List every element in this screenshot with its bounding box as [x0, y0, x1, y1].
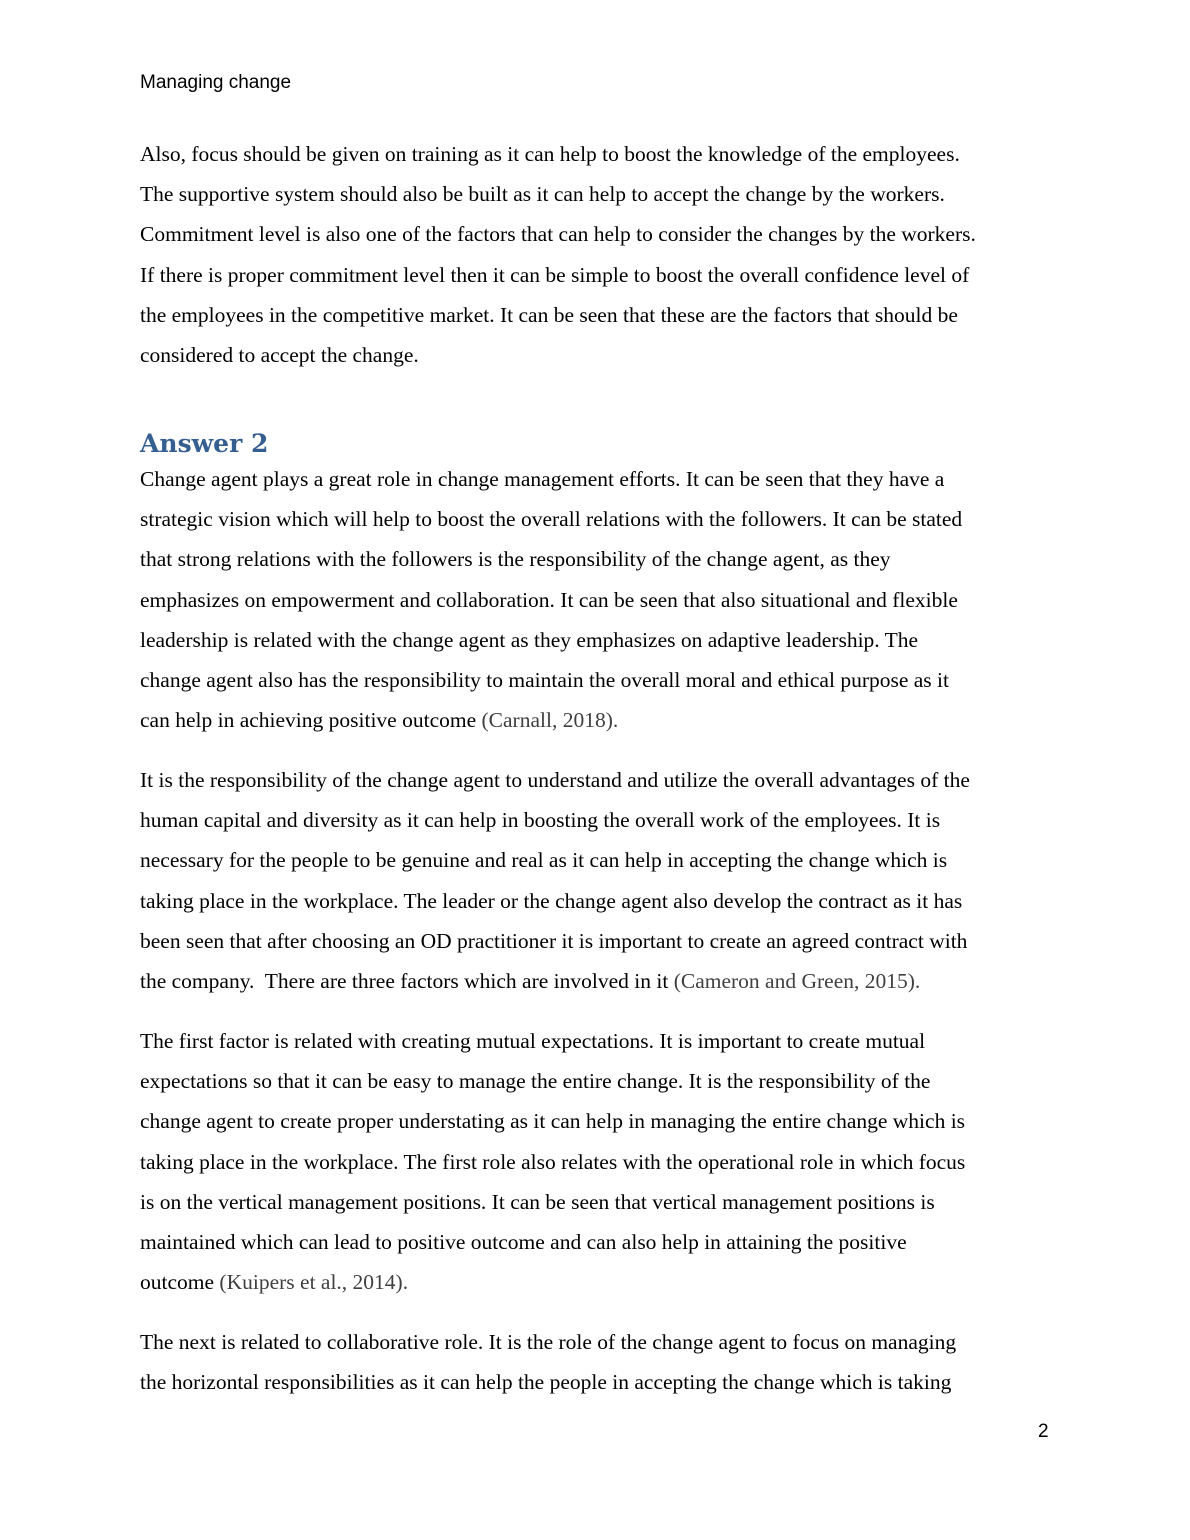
paragraph-mutual-expectations: [140, 1021, 1060, 1302]
text-line: been seen that after choosing an OD practitioner it is important to create an agreed contract with: [140, 928, 968, 953]
text-line: maintained which can lead to positive outcome and can also help in attaining the positive: [140, 1230, 907, 1255]
text-line: If there is proper commitment level then it can be simple to boost the overall confidence level of: [140, 262, 970, 287]
text-line: Also, focus should be given on training as it can help to boost the knowledge of the employees.: [140, 142, 960, 166]
text-line: Change agent plays a great role in change management efforts. It can be seen that they have a: [140, 467, 945, 491]
text-line: that strong relations with the followers is the responsibility of the change agent, as they: [140, 547, 891, 572]
text-line: considered to accept the change.: [140, 343, 419, 368]
text-line: change agent also has the responsibility to maintain the overall moral and ethical purpose as it: [140, 668, 950, 693]
paragraph-collaborative-role: [140, 1322, 1060, 1402]
text-line: outcome: [140, 1270, 220, 1295]
text-line: necessary for the people to be genuine and real as it can help in accepting the change which is: [140, 848, 948, 873]
text-line: The next is related to collaborative role. It is the role of the change agent to focus on managing: [140, 1330, 957, 1354]
text-line: strategic vision which will help to boost the overall relations with the followers. It can be stated: [140, 507, 963, 532]
paragraph-change-agent-role: [140, 459, 1060, 740]
citation: (Cameron and Green, 2015).: [673, 969, 921, 994]
page-number: 2: [1038, 1421, 1049, 1442]
text-line: Commitment level is also one of the factors that can help to consider the changes by the workers.: [140, 222, 976, 247]
paragraph-human-capital: [140, 760, 1060, 1001]
text-line: can help in achieving positive outcome: [140, 708, 482, 733]
text-line: change agent to create proper understating as it can help in managing the entire change which is: [140, 1109, 966, 1134]
intro-paragraph: [140, 134, 1060, 375]
text-line: emphasizes on empowerment and collaboration. It can be seen that also situational and flexible: [140, 587, 958, 612]
text-line: the company. There are three factors which are involved in it: [140, 969, 674, 994]
citation: (Carnall, 2018).: [481, 708, 619, 733]
text-line: The supportive system should also be built as it can help to accept the change by the workers.: [140, 182, 945, 207]
text-line: taking place in the workplace. The first role also relates with the operational role in which focus: [140, 1149, 966, 1174]
text-line: leadership is related with the change agent as they emphasizes on adaptive leadership. The: [140, 627, 919, 652]
text-line: the horizontal responsibilities as it can help the people in accepting the change which is taking: [140, 1370, 952, 1395]
text-line: It is the responsibility of the change agent to understand and utilize the overall advantages of the: [140, 768, 970, 792]
citation: (Kuipers et al., 2014).: [219, 1270, 409, 1295]
text-line: expectations so that it can be easy to manage the entire change. It is the responsibility of the: [140, 1069, 931, 1094]
text-line: is on the vertical management positions. It can be seen that vertical management positions is: [140, 1189, 935, 1214]
text-line: human capital and diversity as it can help in boosting the overall work of the employees. It is: [140, 808, 941, 833]
running-header: Managing change: [140, 72, 292, 93]
text-line: The first factor is related with creating mutual expectations. It is important to create mutual: [140, 1029, 926, 1053]
section-heading: Answer 2: [140, 429, 269, 458]
text-line: taking place in the workplace. The leader or the change agent also develop the contract as it has: [140, 888, 963, 913]
text-line: the employees in the competitive market. It can be seen that these are the factors that should be: [140, 302, 958, 327]
